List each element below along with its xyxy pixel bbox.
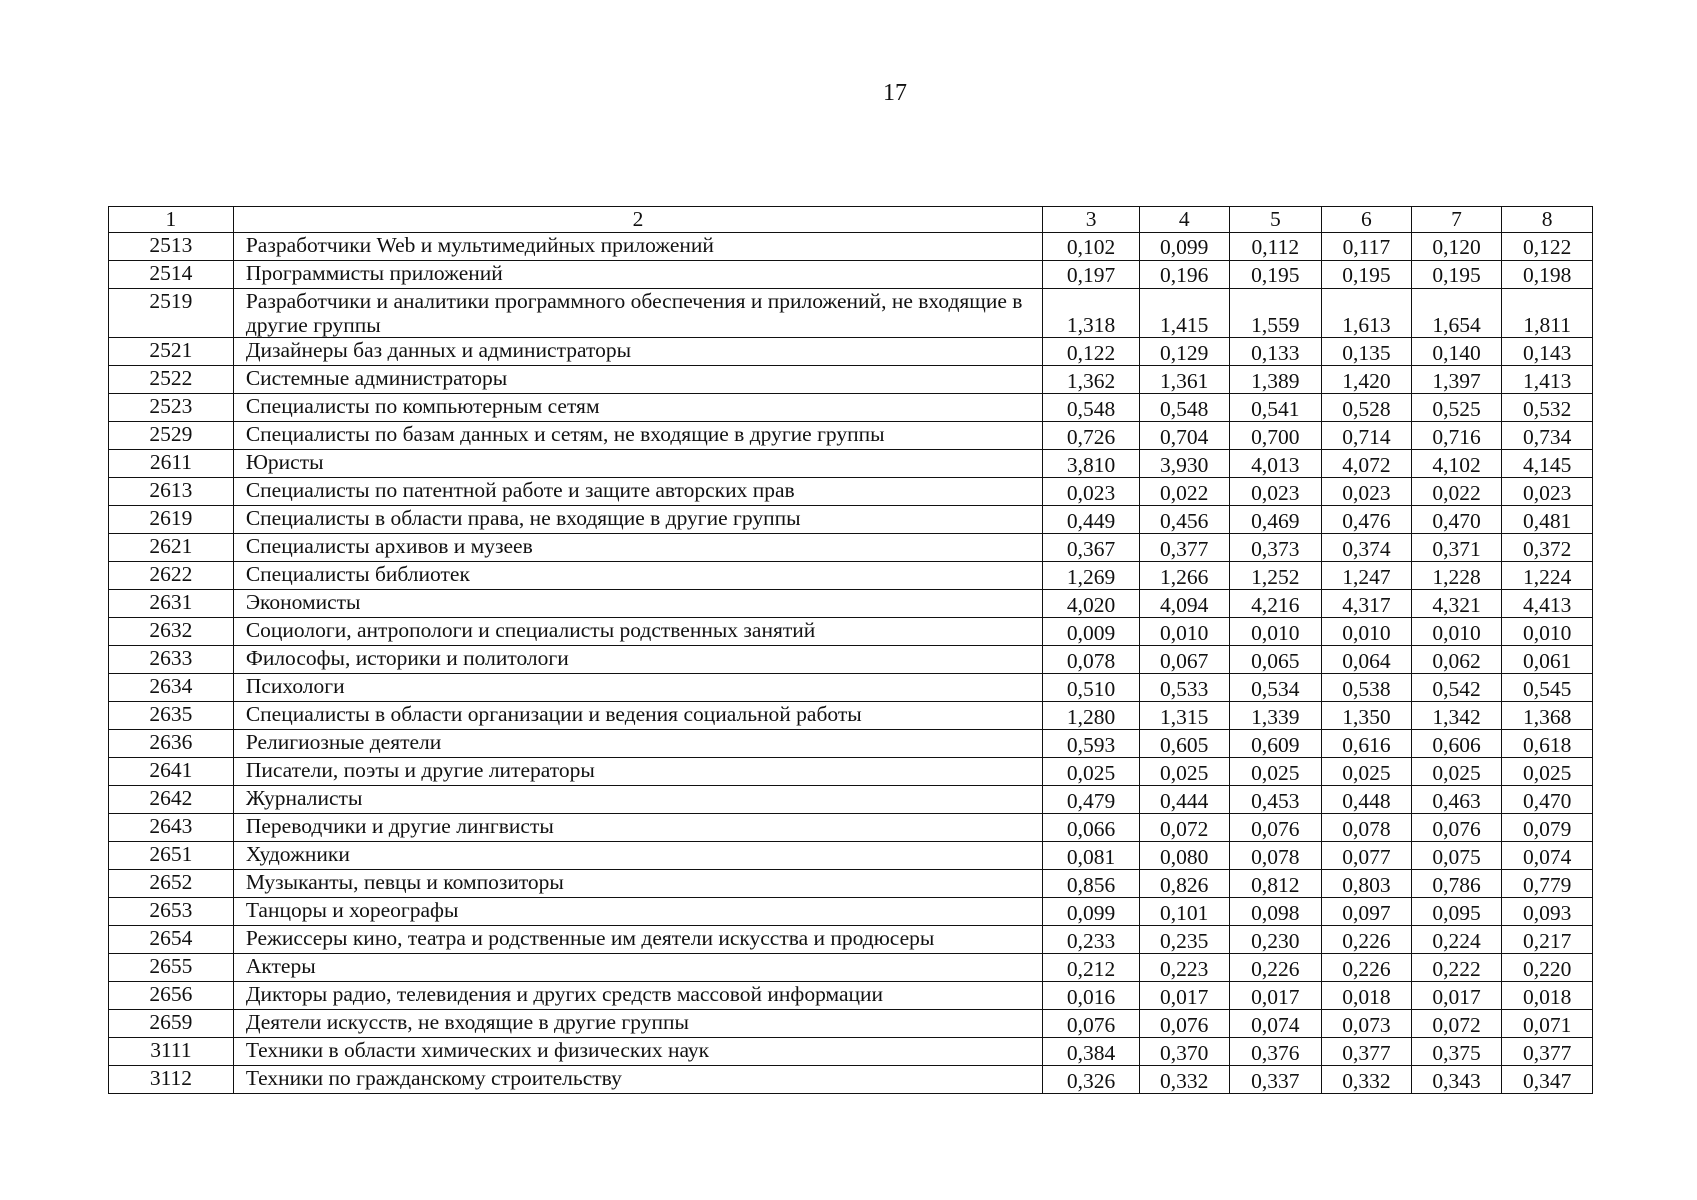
occupation-name-cell: Писатели, поэты и другие литераторы <box>233 758 1042 786</box>
value-cell: 0,099 <box>1139 233 1229 261</box>
occupation-name-cell: Юристы <box>233 450 1042 478</box>
header-cell: 6 <box>1322 207 1412 233</box>
value-cell: 3,930 <box>1139 450 1229 478</box>
code-cell: 2632 <box>109 618 234 646</box>
value-cell: 0,448 <box>1322 786 1412 814</box>
table-row <box>109 702 1593 730</box>
code-cell: 2519 <box>109 289 234 338</box>
value-cell: 0,133 <box>1229 338 1322 366</box>
occupation-name-cell: Специалисты библиотек <box>233 562 1042 590</box>
header-cell: 4 <box>1139 207 1229 233</box>
value-cell: 4,094 <box>1139 590 1229 618</box>
header-cell: 7 <box>1411 207 1502 233</box>
occupation-name-cell: Философы, историки и политологи <box>233 646 1042 674</box>
value-cell: 0,017 <box>1229 982 1322 1010</box>
code-cell: 2642 <box>109 786 234 814</box>
value-cell: 4,020 <box>1043 590 1140 618</box>
table-body <box>109 207 1593 1094</box>
value-cell: 0,076 <box>1043 1010 1140 1038</box>
value-cell: 0,122 <box>1502 233 1593 261</box>
table-row <box>109 1066 1593 1094</box>
value-cell: 0,098 <box>1229 898 1322 926</box>
header-cell: 3 <box>1043 207 1140 233</box>
value-cell: 0,067 <box>1139 646 1229 674</box>
value-cell: 0,779 <box>1502 870 1593 898</box>
table-row <box>109 870 1593 898</box>
value-cell: 0,233 <box>1043 926 1140 954</box>
value-cell: 0,197 <box>1043 261 1140 289</box>
value-cell: 0,195 <box>1229 261 1322 289</box>
value-cell: 0,081 <box>1043 842 1140 870</box>
occupation-name-cell: Техники в области химических и физических наук <box>233 1038 1042 1066</box>
value-cell: 0,528 <box>1322 394 1412 422</box>
value-cell: 0,195 <box>1322 261 1412 289</box>
code-cell: 3111 <box>109 1038 234 1066</box>
value-cell: 0,198 <box>1502 261 1593 289</box>
code-cell: 2636 <box>109 730 234 758</box>
table-row <box>109 982 1593 1010</box>
value-cell: 0,078 <box>1229 842 1322 870</box>
value-cell: 0,010 <box>1322 618 1412 646</box>
table-row <box>109 261 1593 289</box>
value-cell: 0,122 <box>1043 338 1140 366</box>
table-row <box>109 562 1593 590</box>
value-cell: 0,080 <box>1139 842 1229 870</box>
value-cell: 0,453 <box>1229 786 1322 814</box>
value-cell: 0,326 <box>1043 1066 1140 1094</box>
table-row <box>109 730 1593 758</box>
value-cell: 0,377 <box>1502 1038 1593 1066</box>
value-cell: 0,812 <box>1229 870 1322 898</box>
value-cell: 3,810 <box>1043 450 1140 478</box>
value-cell: 0,102 <box>1043 233 1140 261</box>
value-cell: 0,072 <box>1411 1010 1502 1038</box>
value-cell: 0,129 <box>1139 338 1229 366</box>
occupation-name-cell: Системные администраторы <box>233 366 1042 394</box>
code-cell: 2619 <box>109 506 234 534</box>
value-cell: 1,415 <box>1139 289 1229 338</box>
value-cell: 4,145 <box>1502 450 1593 478</box>
value-cell: 0,023 <box>1229 478 1322 506</box>
table-row <box>109 506 1593 534</box>
value-cell: 0,476 <box>1322 506 1412 534</box>
value-cell: 0,223 <box>1139 954 1229 982</box>
value-cell: 0,714 <box>1322 422 1412 450</box>
occupation-name-cell: Техники по гражданскому строительству <box>233 1066 1042 1094</box>
value-cell: 0,367 <box>1043 534 1140 562</box>
value-cell: 0,332 <box>1322 1066 1412 1094</box>
value-cell: 0,065 <box>1229 646 1322 674</box>
table-row <box>109 954 1593 982</box>
value-cell: 0,095 <box>1411 898 1502 926</box>
occupation-name-cell: Социологи, антропологи и специалисты родственных занятий <box>233 618 1042 646</box>
value-cell: 0,064 <box>1322 646 1412 674</box>
value-cell: 1,654 <box>1411 289 1502 338</box>
value-cell: 0,510 <box>1043 674 1140 702</box>
value-cell: 0,140 <box>1411 338 1502 366</box>
code-cell: 2634 <box>109 674 234 702</box>
value-cell: 0,377 <box>1139 534 1229 562</box>
table-row <box>109 814 1593 842</box>
value-cell: 0,217 <box>1502 926 1593 954</box>
code-cell: 2655 <box>109 954 234 982</box>
code-cell: 2643 <box>109 814 234 842</box>
value-cell: 0,618 <box>1502 730 1593 758</box>
code-cell: 2613 <box>109 478 234 506</box>
value-cell: 0,384 <box>1043 1038 1140 1066</box>
value-cell: 0,097 <box>1322 898 1412 926</box>
value-cell: 0,479 <box>1043 786 1140 814</box>
value-cell: 0,075 <box>1411 842 1502 870</box>
code-cell: 2652 <box>109 870 234 898</box>
code-cell: 2622 <box>109 562 234 590</box>
value-cell: 0,469 <box>1229 506 1322 534</box>
value-cell: 0,074 <box>1229 1010 1322 1038</box>
value-cell: 0,226 <box>1229 954 1322 982</box>
table-row <box>109 674 1593 702</box>
value-cell: 1,559 <box>1229 289 1322 338</box>
value-cell: 0,542 <box>1411 674 1502 702</box>
code-cell: 2523 <box>109 394 234 422</box>
value-cell: 0,025 <box>1322 758 1412 786</box>
value-cell: 0,376 <box>1229 1038 1322 1066</box>
value-cell: 0,371 <box>1411 534 1502 562</box>
occupation-name-cell: Разработчики Web и мультимедийных приложений <box>233 233 1042 261</box>
value-cell: 0,375 <box>1411 1038 1502 1066</box>
value-cell: 1,280 <box>1043 702 1140 730</box>
occupation-name-cell: Художники <box>233 842 1042 870</box>
occupation-name-cell: Танцоры и хореографы <box>233 898 1042 926</box>
value-cell: 1,315 <box>1139 702 1229 730</box>
occupation-name-cell: Специалисты архивов и музеев <box>233 534 1042 562</box>
value-cell: 1,247 <box>1322 562 1412 590</box>
value-cell: 0,074 <box>1502 842 1593 870</box>
table-row <box>109 366 1593 394</box>
code-cell: 2631 <box>109 590 234 618</box>
header-cell: 5 <box>1229 207 1322 233</box>
value-cell: 0,220 <box>1502 954 1593 982</box>
value-cell: 0,071 <box>1502 1010 1593 1038</box>
code-cell: 2659 <box>109 1010 234 1038</box>
value-cell: 0,120 <box>1411 233 1502 261</box>
code-cell: 2514 <box>109 261 234 289</box>
value-cell: 0,470 <box>1502 786 1593 814</box>
value-cell: 0,226 <box>1322 954 1412 982</box>
value-cell: 1,252 <box>1229 562 1322 590</box>
value-cell: 0,532 <box>1502 394 1593 422</box>
value-cell: 1,397 <box>1411 366 1502 394</box>
value-cell: 1,269 <box>1043 562 1140 590</box>
code-cell: 2521 <box>109 338 234 366</box>
value-cell: 1,224 <box>1502 562 1593 590</box>
occupation-name-cell: Специалисты в области права, не входящие в другие группы <box>233 506 1042 534</box>
value-cell: 0,195 <box>1411 261 1502 289</box>
value-cell: 0,616 <box>1322 730 1412 758</box>
occupation-name-cell: Дикторы радио, телевидения и других средств массовой информации <box>233 982 1042 1010</box>
value-cell: 0,009 <box>1043 618 1140 646</box>
value-cell: 0,548 <box>1139 394 1229 422</box>
occupation-name-cell: Программисты приложений <box>233 261 1042 289</box>
occupation-name-cell: Дизайнеры баз данных и администраторы <box>233 338 1042 366</box>
value-cell: 0,226 <box>1322 926 1412 954</box>
occupation-name-cell: Режиссеры кино, театра и родственные им деятели искусства и продюсеры <box>233 926 1042 954</box>
value-cell: 0,337 <box>1229 1066 1322 1094</box>
value-cell: 0,533 <box>1139 674 1229 702</box>
value-cell: 0,010 <box>1229 618 1322 646</box>
code-cell: 2611 <box>109 450 234 478</box>
value-cell: 0,196 <box>1139 261 1229 289</box>
value-cell: 0,010 <box>1411 618 1502 646</box>
value-cell: 0,078 <box>1043 646 1140 674</box>
table-row <box>109 534 1593 562</box>
value-cell: 0,605 <box>1139 730 1229 758</box>
value-cell: 0,062 <box>1411 646 1502 674</box>
table-row <box>109 338 1593 366</box>
value-cell: 0,222 <box>1411 954 1502 982</box>
value-cell: 0,017 <box>1139 982 1229 1010</box>
table-row <box>109 1010 1593 1038</box>
value-cell: 0,135 <box>1322 338 1412 366</box>
value-cell: 0,025 <box>1411 758 1502 786</box>
value-cell: 0,073 <box>1322 1010 1412 1038</box>
value-cell: 0,700 <box>1229 422 1322 450</box>
value-cell: 0,548 <box>1043 394 1140 422</box>
code-cell: 2656 <box>109 982 234 1010</box>
table-row <box>109 590 1593 618</box>
value-cell: 0,456 <box>1139 506 1229 534</box>
code-cell: 3112 <box>109 1066 234 1094</box>
table-row <box>109 758 1593 786</box>
table-row <box>109 842 1593 870</box>
code-cell: 2633 <box>109 646 234 674</box>
code-cell: 2654 <box>109 926 234 954</box>
value-cell: 0,022 <box>1139 478 1229 506</box>
value-cell: 4,413 <box>1502 590 1593 618</box>
table-row <box>109 422 1593 450</box>
table-row <box>109 394 1593 422</box>
value-cell: 0,016 <box>1043 982 1140 1010</box>
value-cell: 0,010 <box>1502 618 1593 646</box>
table-header-row <box>109 207 1593 233</box>
value-cell: 0,230 <box>1229 926 1322 954</box>
value-cell: 4,321 <box>1411 590 1502 618</box>
value-cell: 0,332 <box>1139 1066 1229 1094</box>
value-cell: 1,613 <box>1322 289 1412 338</box>
value-cell: 0,093 <box>1502 898 1593 926</box>
header-cell: 8 <box>1502 207 1593 233</box>
value-cell: 0,025 <box>1139 758 1229 786</box>
table-row <box>109 450 1593 478</box>
data-table <box>108 206 1593 1094</box>
value-cell: 0,072 <box>1139 814 1229 842</box>
value-cell: 0,593 <box>1043 730 1140 758</box>
code-cell: 2513 <box>109 233 234 261</box>
value-cell: 0,786 <box>1411 870 1502 898</box>
code-cell: 2621 <box>109 534 234 562</box>
value-cell: 4,102 <box>1411 450 1502 478</box>
occupation-name-cell: Специалисты в области организации и ведения социальной работы <box>233 702 1042 730</box>
table-row <box>109 898 1593 926</box>
table-row <box>109 926 1593 954</box>
table-row <box>109 646 1593 674</box>
value-cell: 0,803 <box>1322 870 1412 898</box>
value-cell: 0,025 <box>1043 758 1140 786</box>
code-cell: 2653 <box>109 898 234 926</box>
code-cell: 2641 <box>109 758 234 786</box>
value-cell: 4,072 <box>1322 450 1412 478</box>
value-cell: 0,347 <box>1502 1066 1593 1094</box>
value-cell: 1,228 <box>1411 562 1502 590</box>
occupation-name-cell: Религиозные деятели <box>233 730 1042 758</box>
occupation-name-cell: Музыканты, певцы и композиторы <box>233 870 1042 898</box>
value-cell: 0,541 <box>1229 394 1322 422</box>
value-cell: 0,609 <box>1229 730 1322 758</box>
value-cell: 0,856 <box>1043 870 1140 898</box>
occupation-name-cell: Психологи <box>233 674 1042 702</box>
value-cell: 0,481 <box>1502 506 1593 534</box>
occupation-name-cell: Деятели искусств, не входящие в другие группы <box>233 1010 1042 1038</box>
value-cell: 0,372 <box>1502 534 1593 562</box>
value-cell: 0,370 <box>1139 1038 1229 1066</box>
value-cell: 4,013 <box>1229 450 1322 478</box>
value-cell: 0,826 <box>1139 870 1229 898</box>
table-row <box>109 786 1593 814</box>
value-cell: 0,078 <box>1322 814 1412 842</box>
value-cell: 0,101 <box>1139 898 1229 926</box>
value-cell: 0,023 <box>1322 478 1412 506</box>
value-cell: 0,444 <box>1139 786 1229 814</box>
code-cell: 2522 <box>109 366 234 394</box>
value-cell: 0,023 <box>1502 478 1593 506</box>
value-cell: 1,413 <box>1502 366 1593 394</box>
value-cell: 0,025 <box>1229 758 1322 786</box>
header-cell: 1 <box>109 207 234 233</box>
code-cell: 2651 <box>109 842 234 870</box>
occupation-name-cell: Специалисты по базам данных и сетям, не входящие в другие группы <box>233 422 1042 450</box>
value-cell: 1,339 <box>1229 702 1322 730</box>
value-cell: 0,726 <box>1043 422 1140 450</box>
table-row <box>109 233 1593 261</box>
value-cell: 1,420 <box>1322 366 1412 394</box>
table-row <box>109 1038 1593 1066</box>
code-cell: 2529 <box>109 422 234 450</box>
table-row <box>109 618 1593 646</box>
value-cell: 1,368 <box>1502 702 1593 730</box>
value-cell: 0,463 <box>1411 786 1502 814</box>
value-cell: 0,010 <box>1139 618 1229 646</box>
value-cell: 1,361 <box>1139 366 1229 394</box>
value-cell: 0,716 <box>1411 422 1502 450</box>
header-cell: 2 <box>233 207 1042 233</box>
value-cell: 0,077 <box>1322 842 1412 870</box>
value-cell: 0,066 <box>1043 814 1140 842</box>
value-cell: 0,235 <box>1139 926 1229 954</box>
value-cell: 0,377 <box>1322 1038 1412 1066</box>
value-cell: 0,076 <box>1229 814 1322 842</box>
occupation-name-cell: Разработчики и аналитики программного обеспечения и приложений, не входящие в другие группы <box>233 289 1042 338</box>
value-cell: 1,811 <box>1502 289 1593 338</box>
value-cell: 1,266 <box>1139 562 1229 590</box>
value-cell: 0,025 <box>1502 758 1593 786</box>
value-cell: 4,216 <box>1229 590 1322 618</box>
value-cell: 0,734 <box>1502 422 1593 450</box>
value-cell: 4,317 <box>1322 590 1412 618</box>
value-cell: 0,538 <box>1322 674 1412 702</box>
value-cell: 0,373 <box>1229 534 1322 562</box>
value-cell: 0,374 <box>1322 534 1412 562</box>
value-cell: 0,076 <box>1411 814 1502 842</box>
value-cell: 1,318 <box>1043 289 1140 338</box>
value-cell: 0,704 <box>1139 422 1229 450</box>
table-row <box>109 289 1593 338</box>
value-cell: 0,061 <box>1502 646 1593 674</box>
value-cell: 0,099 <box>1043 898 1140 926</box>
occupation-name-cell: Журналисты <box>233 786 1042 814</box>
occupation-name-cell: Экономисты <box>233 590 1042 618</box>
occupation-name-cell: Переводчики и другие лингвисты <box>233 814 1042 842</box>
value-cell: 0,470 <box>1411 506 1502 534</box>
value-cell: 0,212 <box>1043 954 1140 982</box>
value-cell: 0,545 <box>1502 674 1593 702</box>
value-cell: 0,018 <box>1322 982 1412 1010</box>
value-cell: 0,534 <box>1229 674 1322 702</box>
table-row <box>109 478 1593 506</box>
occupation-name-cell: Специалисты по патентной работе и защите авторских прав <box>233 478 1042 506</box>
value-cell: 0,022 <box>1411 478 1502 506</box>
value-cell: 0,606 <box>1411 730 1502 758</box>
value-cell: 0,018 <box>1502 982 1593 1010</box>
value-cell: 0,449 <box>1043 506 1140 534</box>
value-cell: 1,389 <box>1229 366 1322 394</box>
code-cell: 2635 <box>109 702 234 730</box>
occupation-name-cell: Специалисты по компьютерным сетям <box>233 394 1042 422</box>
value-cell: 0,112 <box>1229 233 1322 261</box>
value-cell: 0,117 <box>1322 233 1412 261</box>
value-cell: 0,023 <box>1043 478 1140 506</box>
page-number: 17 <box>883 80 907 106</box>
value-cell: 1,350 <box>1322 702 1412 730</box>
value-cell: 0,224 <box>1411 926 1502 954</box>
value-cell: 1,362 <box>1043 366 1140 394</box>
value-cell: 0,343 <box>1411 1066 1502 1094</box>
value-cell: 0,076 <box>1139 1010 1229 1038</box>
value-cell: 0,079 <box>1502 814 1593 842</box>
value-cell: 1,342 <box>1411 702 1502 730</box>
value-cell: 0,017 <box>1411 982 1502 1010</box>
value-cell: 0,525 <box>1411 394 1502 422</box>
occupation-name-cell: Актеры <box>233 954 1042 982</box>
value-cell: 0,143 <box>1502 338 1593 366</box>
